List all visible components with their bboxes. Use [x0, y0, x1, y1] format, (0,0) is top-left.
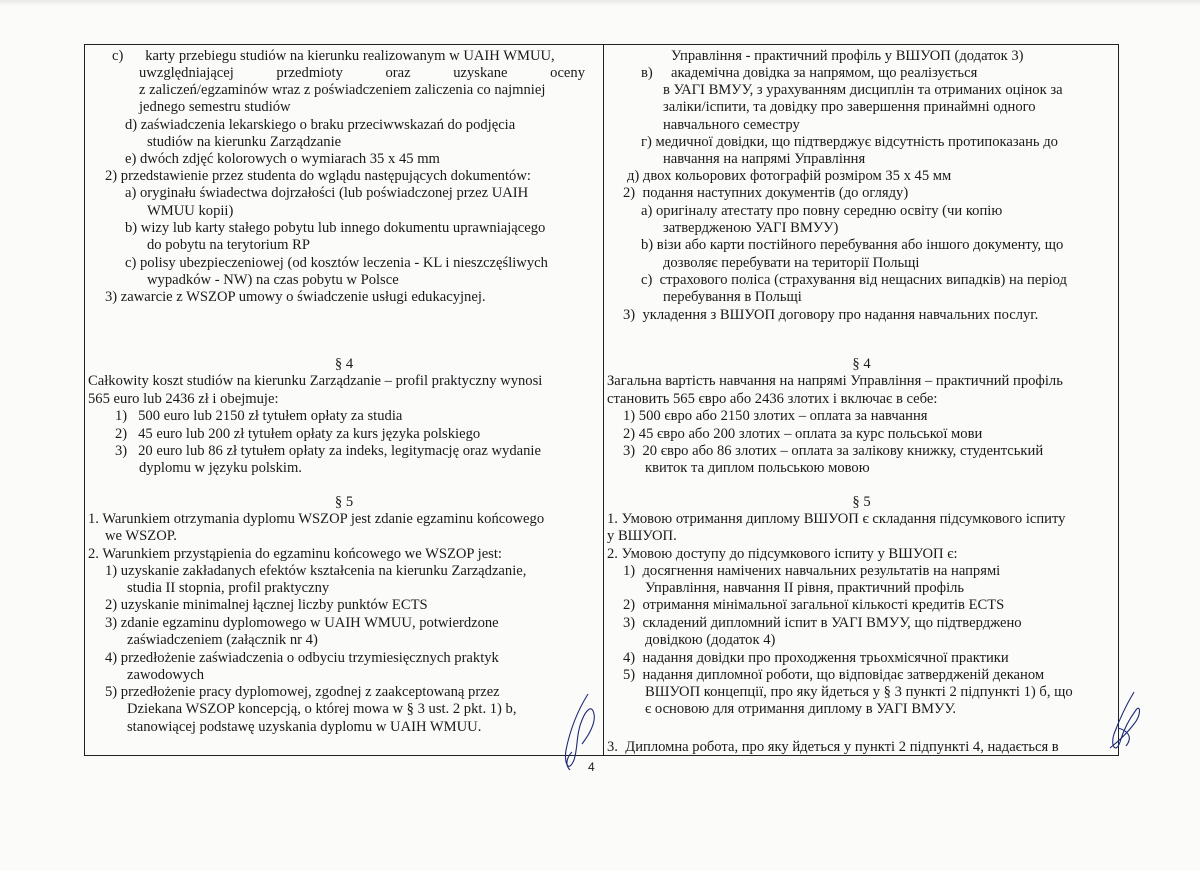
- right-line: b) візи або карти постійного перебування або іншого документу, що: [641, 237, 1064, 253]
- left-line: 2) uzyskanie minimalnej łącznej liczby punktów ECTS: [105, 597, 428, 613]
- left-line: Całkowity koszt studiów na kierunku Zarządzanie – profil praktyczny wynosi: [88, 373, 543, 389]
- right-line: в) академічна довідка за напрямом, що реалізується: [641, 65, 978, 81]
- right-line: в УАГІ ВМУУ, з урахуванням дисциплін та отриманих оцінок за: [663, 82, 1063, 98]
- section-heading: § 4: [334, 356, 354, 372]
- page-number: 4: [588, 760, 595, 774]
- left-line: e) dwóch zdjęć kolorowych o wymiarach 35 x 45 mm: [125, 151, 440, 167]
- right-line: 2) отримання мінімальної загальної кількості кредитів ECTS: [623, 597, 1005, 613]
- section-heading: § 5: [852, 494, 871, 510]
- right-line: Загальна вартість навчання на напрямі Управління – практичний профіль: [607, 373, 1063, 389]
- left-line: 2. Warunkiem przystąpienia do egzaminu końcowego we WSZOP jest:: [88, 546, 502, 562]
- right-line: дозволяє перебувати на території Польщі: [663, 255, 920, 271]
- right-line: довідкою (додаток 4): [645, 632, 776, 648]
- right-line: 3) складений дипломний іспит в УАГІ ВМУУ, що підтверджено: [623, 615, 1022, 631]
- left-line: 1. Warunkiem otrzymania dyplomu WSZOP jest zdanie egzaminu końcowego: [88, 511, 545, 527]
- right-line: а) оригіналу атестату про повну середню освіту (чи копію: [641, 203, 1003, 219]
- signature-initials-right: [1090, 688, 1150, 768]
- left-line: 565 euro lub 2436 zł i obejmuje:: [88, 391, 279, 407]
- left-line: 1) 500 euro lub 2150 zł tytułem opłaty za studia: [115, 408, 403, 424]
- left-line: b) wizy lub karty stałego pobytu lub innego dokumentu uprawniającego: [125, 220, 546, 236]
- right-line: навчання на напрямі Управління: [663, 151, 866, 167]
- left-line: c) karty przebiegu studiów na kierunku realizowanym w UAIH WMUU,: [112, 48, 555, 64]
- right-line: заліки/іспити, та довідку про завершення принаймні одного: [663, 99, 1036, 115]
- right-line: 4) надання довідки про проходження трьохмісячної практики: [623, 650, 1009, 666]
- left-line: c) polisy ubezpieczeniowej (od kosztów leczenia - KL i nieszczęśliwych: [125, 255, 548, 271]
- left-line: 2) 45 euro lub 200 zł tytułem opłaty za kurs języka polskiego: [115, 426, 481, 442]
- right-line: 2) 45 євро або 200 злотих – оплата за курс польської мови: [623, 426, 983, 442]
- right-line: Управління, навчання ІІ рівня, практичний профіль: [645, 580, 965, 596]
- left-line: 5) przedłożenie pracy dyplomowej, zgodnej z zaakceptowaną przez: [105, 684, 500, 700]
- signature-initials-center: [548, 690, 608, 780]
- left-line: dyplomu w języku polskim.: [139, 460, 302, 476]
- left-line: 3) zdanie egzaminu dyplomowego w UAIH WMUU, potwierdzone: [105, 615, 499, 631]
- right-line: є основою для отримання диплому в УАГІ ВМУУ.: [645, 701, 956, 717]
- bilingual-table: [84, 44, 1119, 756]
- left-line: zaświadczeniem (załącznik nr 4): [127, 632, 318, 648]
- left-line: 3) 20 euro lub 86 zł tytułem opłaty za indeks, legitymację oraz wydanie: [115, 443, 541, 459]
- section-heading: § 5: [334, 494, 354, 510]
- left-line: zawodowych: [127, 667, 204, 683]
- left-line: 4) przedłożenie zaświadczenia o odbyciu trzymiesięcznych praktyk: [105, 650, 499, 666]
- right-line: становить 565 євро або 2436 злотих і включає в себе:: [607, 391, 938, 407]
- right-line: 5) надання дипломної роботи, що відповідає затвердженій деканом: [623, 667, 1045, 683]
- right-line: 2. Умовою доступу до підсумкового іспиту у ВШУОП є:: [607, 546, 958, 562]
- right-line: 2) подання наступних документів (до огляду): [623, 185, 909, 201]
- right-line: г) медичної довідки, що підтверджує відсутність протипоказань до: [641, 134, 1058, 150]
- right-line: 3. Дипломна робота, про яку йдеться у пункті 2 підпункті 4, надається в: [607, 739, 1059, 755]
- left-line: jednego semestru studiów: [139, 99, 291, 115]
- scan-shadow: [0, 0, 1200, 6]
- left-line: 1) uzyskanie zakładanych efektów kształcenia na kierunku Zarządzanie,: [105, 563, 527, 579]
- left-line: a) oryginału świadectwa dojrzałości (lub poświadczonej przez UAIH: [125, 185, 529, 201]
- right-line: 1. Умовою отримання диплому ВШУОП є складання підсумкового іспиту: [607, 511, 1066, 527]
- column-divider: [603, 45, 604, 755]
- left-line: studiów na kierunku Zarządzanie: [147, 134, 342, 150]
- left-line: WMUU kopii): [147, 203, 234, 219]
- left-line: 2) przedstawienie przez studenta do wglądu następujących dokumentów:: [105, 168, 531, 184]
- right-line: д) двох кольорових фотографій розміром 35 х 45 мм: [627, 168, 952, 184]
- left-line: we WSZOP.: [105, 528, 177, 544]
- right-line: 3) укладення з ВШУОП договору про надання навчальних послуг.: [623, 307, 1039, 323]
- right-line: у ВШУОП.: [607, 528, 677, 544]
- right-line: затвердженою УАГІ ВМУУ): [663, 220, 839, 236]
- right-line: 3) 20 євро або 86 злотих – оплата за залікову книжку, студентський: [623, 443, 1044, 459]
- left-line: stanowiącej podstawę uzyskania dyplomu w UAIH WMUU.: [127, 719, 482, 735]
- left-line: uwzględniającej przedmioty oraz uzyskane oceny: [139, 65, 585, 81]
- left-line: z zaliczeń/egzaminów wraz z poświadczeniem zaliczenia co najmniej: [139, 82, 546, 98]
- section-heading: § 4: [852, 356, 871, 372]
- right-line: c) страхового поліса (страхування від нещасних випадків) на період: [641, 272, 1067, 288]
- left-line: do pobytu na terytorium RP: [147, 237, 310, 253]
- right-line: навчального семестру: [663, 117, 800, 133]
- left-line: studia II stopnia, profil praktyczny: [127, 580, 330, 596]
- left-line: wypadków - NW) na czas pobytu w Polsce: [147, 272, 399, 288]
- right-line: перебування в Польщі: [663, 289, 802, 305]
- right-line: 1) 500 євро або 2150 злотих – оплата за навчання: [623, 408, 928, 424]
- right-line: 1) досягнення намічених навчальних результатів на напрямі: [623, 563, 1001, 579]
- right-line: Управління - практичний профіль у ВШУОП (додаток 3): [671, 48, 1024, 64]
- left-line: Dziekana WSZOP koncepcją, o której mowa w § 3 ust. 2 pkt. 1) b,: [127, 701, 517, 717]
- right-line: квиток та диплом польською мовою: [645, 460, 870, 476]
- right-line: ВШУОП концепції, про яку йдеться у § 3 пункті 2 підпункті 1) б, що: [645, 684, 1073, 700]
- left-line: 3) zawarcie z WSZOP umowy o świadczenie usługi edukacyjnej.: [105, 289, 486, 305]
- left-line: d) zaświadczenia lekarskiego o braku przeciwwskazań do podjęcia: [125, 117, 516, 133]
